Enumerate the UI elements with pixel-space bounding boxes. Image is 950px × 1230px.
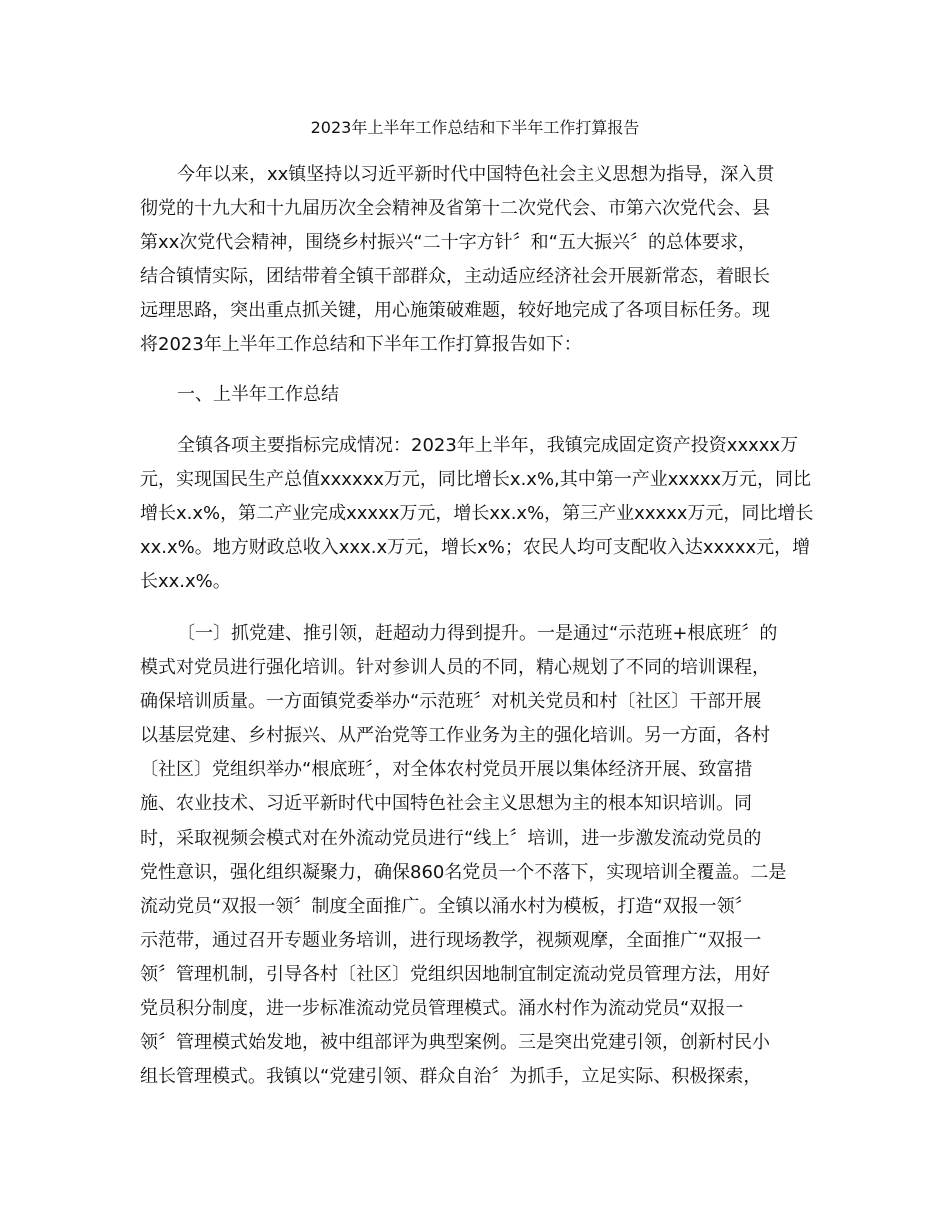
paragraph-line: 施、农业技术、习近平新时代中国特色社会主义思想为主的根本知识培训。同 [140, 793, 752, 815]
section-heading [140, 378, 820, 412]
paragraph-line: 组长管理模式。我镇以“党建引领、群众自治〞为抓手，立足实际、积极探索， [140, 1066, 762, 1088]
paragraph-line: 将2023年上半年工作总结和下半年工作打算报告如下： [140, 334, 582, 355]
paragraph-line: 流动党员“双报一领〞制度全面推广。全镇以涌水村为模板，打造“双报一领〞 [140, 895, 753, 917]
paragraph-line: 示范带，通过召开专题业务培训，进行现场教学，视频观摩，全面推广“双报一 [140, 929, 762, 951]
paragraph-line: 〔社区〕党组织举办“根底班〞，对全体农村党员开展以集体经济开展、致富措 [140, 759, 753, 781]
paragraph-line: 以基层党建、乡村振兴、从严治党等工作业务为主的强化培训。另一方面，各村 [140, 725, 770, 747]
paragraph-line: 结合镇情实际，团结带着全镇干部群众，主动适应经济社会开展新常态，着眼长 [140, 266, 770, 287]
paragraph-line: 领〞管理机制，引导各村〔社区〕党组织因地制宜制定流动党员管理方法，用好 [140, 963, 770, 985]
paragraph-line: 党性意识，强化组织凝聚力，确保860名党员一个不落下，实现培训全覆盖。二是 [140, 861, 787, 883]
page-title: 2023年上半年工作总结和下半年工作打算报告 [310, 118, 640, 137]
paragraph-line: xx.x%。地方财政总收入xxx.x万元，增长x%；农民人均可支配收入达xxxxx元，增 [140, 537, 811, 558]
paragraph-line: 增长x.x%，第二产业完成xxxxx万元，增长xx.x%，第三产业xxxxx万元，同比增长 [140, 503, 814, 524]
paragraph-line: 领〞管理模式始发地，被中组部评为典型案例。三是突出党建引领，创新村民小 [140, 1032, 770, 1054]
paragraph-line: 确保培训质量。一方面镇党委举办“示范班〞对机关党员和村〔社区〕干部开展 [140, 691, 762, 713]
paragraph-line: 模式对党员进行强化培训。针对参训人员的不同，精心规划了不同的培训课程， [140, 657, 770, 679]
paragraph-line: 长xx.x%。 [140, 571, 231, 592]
intro-paragraph [140, 158, 820, 362]
party-building-paragraph [140, 617, 820, 1094]
indicators-paragraph [140, 429, 820, 599]
paragraph-line: 远理思路，突出重点抓关键，用心施策破难题，较好地完成了各项目标任务。现 [140, 300, 770, 321]
paragraph-line: 时，采取视频会模式对在外流动党员进行“线上〞培训，进一步激发流动党员的 [140, 827, 762, 849]
paragraph-line: 元，实现国民生产总值xxxxxx万元，同比增长x.x%,其中第一产业xxxxx万元，同比 [140, 469, 812, 490]
paragraph-line: 第xx次党代会精神，围绕乡村振兴“二十字方针〞和“五大振兴〞的总体要求， [140, 232, 756, 253]
paragraph-line: 党员积分制度，进一步标准流动党员管理模式。涌水村作为流动党员“双报一 [140, 998, 744, 1020]
section-heading-text: 一、上半年工作总结 [177, 384, 339, 405]
paragraph-line: 今年以来，xx镇坚持以习近平新时代中国特色社会主义思想为指导，深入贯 [177, 164, 775, 185]
paragraph-line: 全镇各项主要指标完成情况：2023年上半年，我镇完成固定资产投资xxxxx万 [177, 435, 799, 456]
paragraph-line: 〔一〕抓党建、推引领，赶超动力得到提升。一是通过“示范班+根底班〞的 [177, 623, 778, 644]
paragraph-line: 彻党的十九大和十九届历次全会精神及省第十二次党代会、市第六次党代会、县 [140, 198, 770, 219]
